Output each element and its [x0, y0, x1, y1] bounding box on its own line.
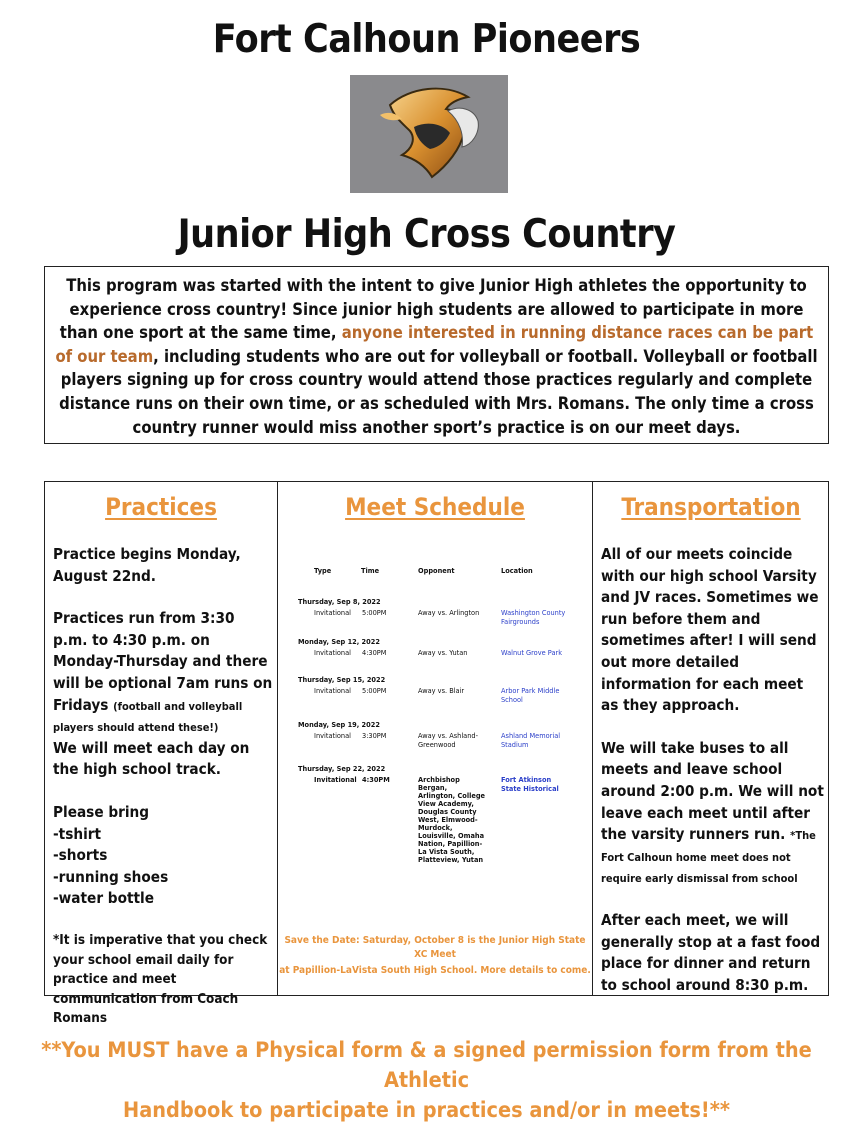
bring-item: -water bottle — [53, 889, 154, 908]
table-row — [298, 764, 588, 874]
meet-type: Invitational — [314, 732, 351, 740]
meet-location-link[interactable]: Fort Atkinson State Historical — [501, 776, 559, 793]
practices-column — [45, 482, 278, 1027]
meet-date: Thursday, Sep 8, 2022 — [298, 598, 381, 606]
meet-opponent: Archbishop Bergan, Arlington, College View Academy, Douglas County West, Elmwood-Murdock, Louisville, Omaha Nation, Papillion-La Vista South, Platteview, Yutan — [418, 776, 486, 864]
bring-item: -running shoes — [53, 867, 169, 886]
info-columns — [44, 481, 829, 1027]
meet-location-link[interactable]: Ashland Memorial Stadium — [501, 732, 561, 749]
column-header-opponent: Opponent — [418, 567, 455, 575]
table-header — [298, 567, 588, 597]
transportation-column — [593, 482, 829, 995]
footer-line-2: Handbook to participate in practices and/or in meets!** — [123, 1098, 730, 1123]
bring-item: -tshirt — [53, 824, 102, 843]
table-row — [298, 675, 588, 720]
column-header-time: Time — [361, 567, 380, 575]
meet-type: Invitational — [314, 649, 351, 657]
transportation-heading: Transportation — [621, 493, 801, 521]
meet-time: 4:30PM — [362, 776, 390, 784]
meet-schedule-table — [298, 567, 588, 874]
practices-body — [53, 544, 273, 1029]
practice-begins: Practice begins Monday, August 22nd. — [53, 545, 241, 585]
page-title: Fort Calhoun Pioneers — [212, 17, 641, 62]
column-header-location: Location — [501, 567, 533, 575]
practice-schedule-note: (football and volleyball players should attend these!) — [53, 699, 243, 735]
footer-notice — [0, 1036, 853, 1126]
table-row — [298, 637, 588, 675]
footer-line-1: **You MUST have a Physical form & a signed permission form from the Athletic — [41, 1038, 812, 1093]
meets-heading: Meet Schedule — [345, 493, 525, 521]
meet-type: Invitational — [314, 687, 351, 695]
page-subtitle: Junior High Cross Country — [177, 212, 676, 257]
intro-text-continued: , including students who are out for volleyball or football. Volleyball or football players signing up for cross country would attend those practices regularly and complete distance runs on their own time, or as scheduled with Mrs. Romans. The only time a cross country runner would miss another sport’s practice is on our meet days. — [59, 346, 818, 437]
save-date-line-2: at Papillion-LaVista South High School. More details to come. — [279, 965, 591, 976]
meet-opponent: Away vs. Arlington — [418, 609, 480, 617]
bring-title: Please bring — [53, 802, 150, 821]
meet-type: Invitational — [314, 776, 357, 784]
meet-time: 5:00PM — [362, 687, 387, 695]
intro-box — [44, 266, 829, 444]
meet-time: 4:30PM — [362, 649, 387, 657]
bring-item: -shorts — [53, 846, 108, 865]
save-date-line-1: Save the Date: Saturday, October 8 is the Junior High State XC Meet — [284, 935, 586, 960]
meet-type: Invitational — [314, 609, 351, 617]
meet-time: 3:30PM — [362, 732, 387, 740]
transportation-note: *The Fort Calhoun home meet does not require early dismissal from school — [601, 829, 816, 886]
meet-opponent: Away vs. Yutan — [418, 649, 468, 657]
intro-highlight: anyone interested in running distance races can be part of our team — [55, 323, 814, 366]
meet-date: Monday, Sep 12, 2022 — [298, 638, 380, 646]
practice-meet-place: We will meet each day on the high school track. — [53, 738, 250, 779]
email-note: *It is imperative that you check your school email daily for practice and meet communication from Coach Romans — [53, 932, 268, 1027]
practice-schedule: Practices run from 3:30 p.m. to 4:30 p.m. on Monday-Thursday and there will be optional 7am runs on Fridays — [53, 609, 273, 714]
transportation-body — [601, 544, 825, 996]
meet-time: 5:00PM — [362, 609, 387, 617]
meet-opponent: Away vs. Ashland-Greenwood — [418, 732, 478, 749]
practices-heading: Practices — [105, 493, 217, 521]
meet-location-link[interactable]: Arbor Park Middle School — [501, 687, 560, 704]
table-row — [298, 720, 588, 764]
meets-column — [278, 482, 593, 995]
column-header-type: Type — [314, 567, 332, 575]
table-row — [298, 597, 588, 637]
transportation-paragraph-3: After each meet, we will generally stop at a fast food place for dinner and return to school around 8:30 p.m. — [601, 910, 821, 994]
meet-date: Monday, Sep 19, 2022 — [298, 721, 380, 729]
pioneer-mascot-icon — [350, 75, 508, 193]
meet-location-link[interactable]: Walnut Grove Park — [501, 649, 563, 657]
meet-opponent: Away vs. Blair — [418, 687, 465, 695]
intro-text: This program was started with the intent to give Junior High athletes the opportunity to experience cross country! Since junior high students are allowed to participate in more than one sport at the same time, — [59, 276, 807, 343]
transportation-paragraph-1: All of our meets coincide with our high school Varsity and JV races. Sometimes we run before them and sometimes after! I will send out more detailed information for each meet as they approach. — [601, 545, 819, 715]
meet-date: Thursday, Sep 22, 2022 — [298, 765, 386, 773]
meet-date: Thursday, Sep 15, 2022 — [298, 676, 386, 684]
transportation-paragraph-2: We will take buses to all meets and leave school around 2:00 p.m. We will not leave each meet until after the varsity runners run. — [601, 738, 824, 844]
meet-location-link[interactable]: Washington County Fairgrounds — [501, 609, 566, 626]
